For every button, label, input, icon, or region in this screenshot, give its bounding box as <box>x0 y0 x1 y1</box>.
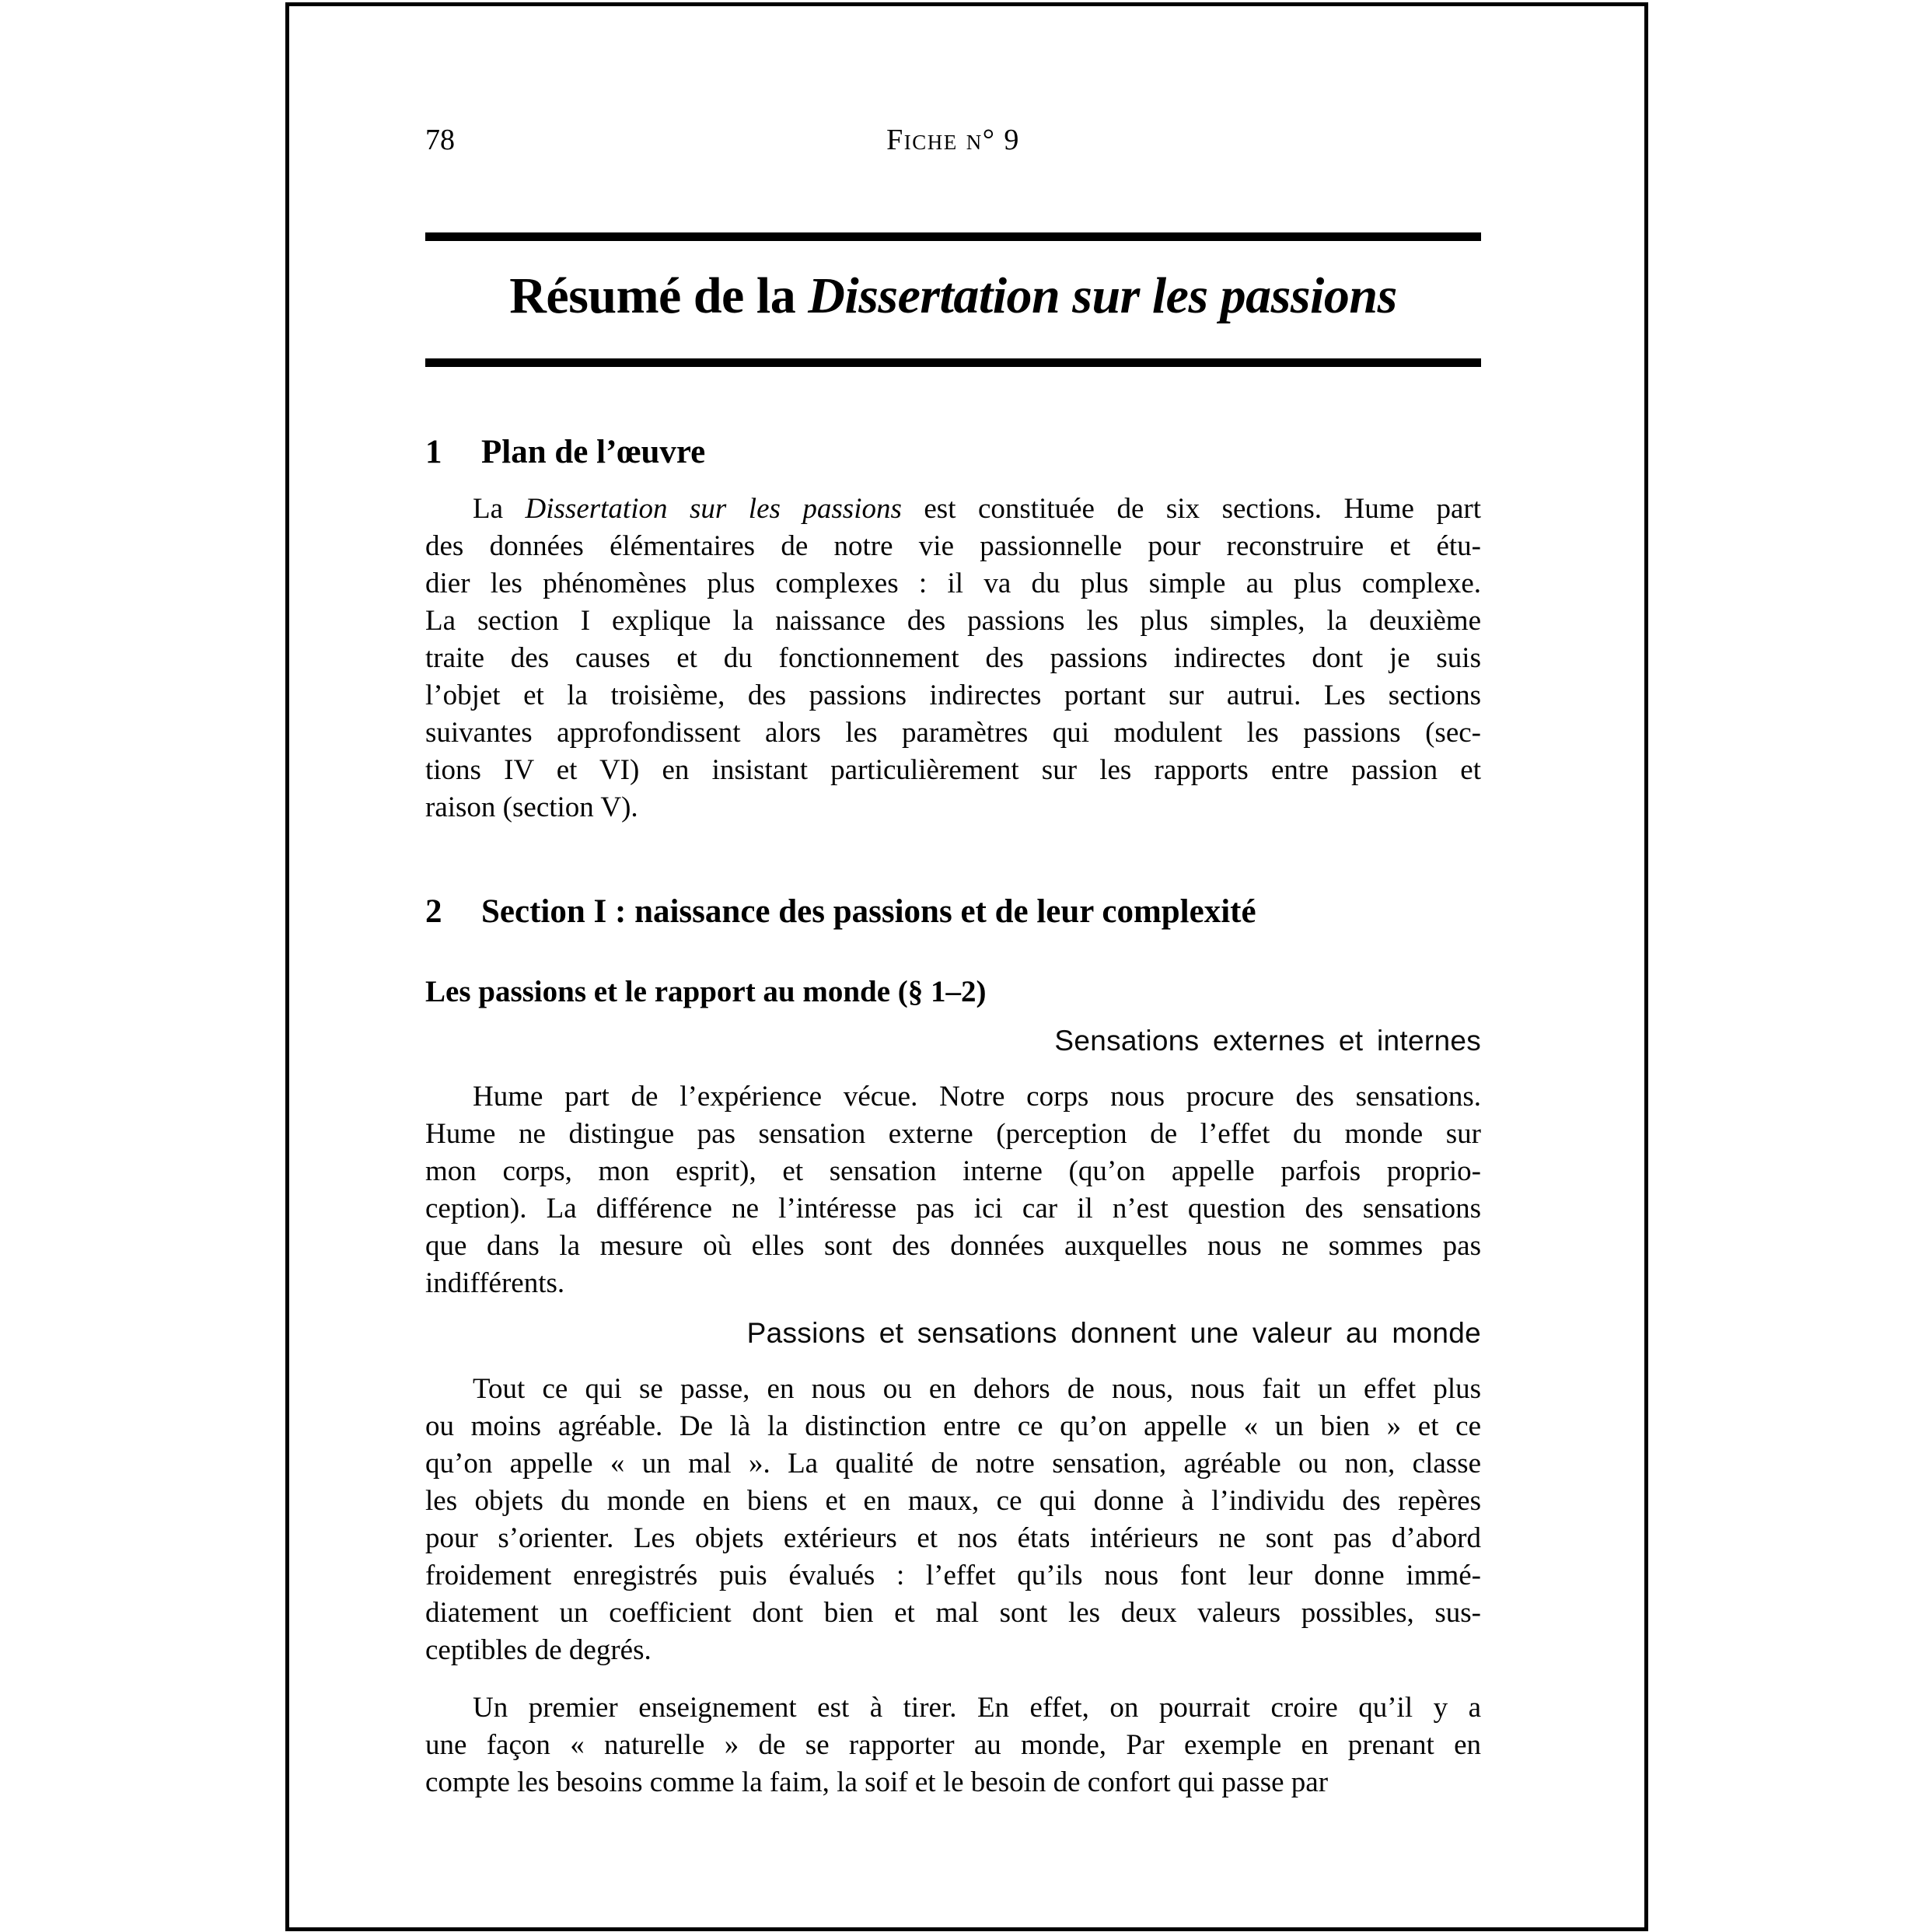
section-2-number: 2 <box>425 893 442 931</box>
text-line: compte les besoins comme la faim, la soif et le besoin de confort qui passe par <box>425 1766 1329 1799</box>
subsection-heading: Les passions et le rapport au monde (§ 1–2) <box>425 975 987 1009</box>
paragraph-plan <box>425 491 1481 826</box>
section-2-title: Section I : naissance des passions et de leur complexité <box>481 893 1256 931</box>
text-line: l’objet et la troisième, des passions indirectes portant sur autrui. Les sections <box>425 680 1481 712</box>
italic-text-segment: Dissertation sur les passions <box>525 493 902 526</box>
text-line: ception). La différence ne l’intéresse pas ici car il n’est question des sensations <box>425 1193 1481 1225</box>
title-rule-top <box>425 232 1481 241</box>
text-line: Tout ce qui se passe, en nous ou en dehors de nous, nous fait un effet plus <box>473 1373 1481 1406</box>
text-line: Hume ne distingue pas sensation externe (perception de l’effet du monde sur <box>425 1118 1481 1151</box>
text-line: froidement enregistrés puis évalués : l’effet qu’ils nous font leur donne immé- <box>425 1560 1481 1592</box>
text-line: suivantes approfondissent alors les paramètres qui modulent les passions (sec- <box>425 717 1481 749</box>
chapter-title <box>425 269 1481 323</box>
text-line: les objets du monde en biens et en maux, ce qui donne à l’individu des repères <box>425 1485 1481 1518</box>
section-1-title: Plan de l’œuvre <box>481 434 706 471</box>
text-line: une façon « naturelle » de se rapporter au monde, Par exemple en prenant en <box>425 1729 1481 1762</box>
text-line: pour s’orienter. Les objets extérieurs et nos états intérieurs ne sont pas d’abord <box>425 1522 1481 1555</box>
text-line <box>425 491 1481 528</box>
page-frame <box>285 2 1648 1931</box>
chapter-title-italic: Dissertation sur les passions <box>808 267 1397 324</box>
text-line: diatement un coefficient dont bien et mal sont les deux valeurs possibles, sus- <box>425 1597 1481 1630</box>
paragraph-valeur <box>425 1371 1481 1669</box>
text-line: des données élémentaires de notre vie passionnelle pour reconstruire et étu- <box>425 530 1481 563</box>
text-line: raison (section V). <box>425 791 638 824</box>
section-1-number: 1 <box>425 434 442 471</box>
text-block <box>425 6 1481 1801</box>
text-line: qu’on appelle « un mal ». La qualité de notre sensation, agréable ou non, classe <box>425 1448 1481 1480</box>
section-1-heading <box>425 434 1481 470</box>
text-line: dier les phénomènes plus complexes : il va du plus simple au plus complexe. <box>425 568 1481 600</box>
title-rule-bottom <box>425 358 1481 367</box>
text-line: tions IV et VI) en insistant particulièrement sur les rapports entre passion et <box>425 754 1481 787</box>
text-line: traite des causes et du fonctionnement des passions indirectes dont je suis <box>425 642 1481 675</box>
text-line: que dans la mesure où elles sont des données auxquelles nous ne sommes pas <box>425 1230 1481 1263</box>
text-segment: La <box>473 493 526 526</box>
paragraph-enseignement <box>425 1689 1481 1801</box>
text-line: Hume part de l’expérience vécue. Notre corps nous procure des sensations. <box>473 1081 1481 1113</box>
text-segment: est constituée de six sections. Hume part <box>901 493 1481 526</box>
margin-note-sensations: Sensations externes et internes <box>1054 1025 1481 1057</box>
page-header <box>425 121 1481 159</box>
paragraph-sensations <box>425 1078 1481 1302</box>
chapter-title-prefix: Résumé de la <box>509 267 809 324</box>
text-line: La section I explique la naissance des passions les plus simples, la deuxième <box>425 605 1481 638</box>
text-line: Un premier enseignement est à tirer. En effet, on pourrait croire qu’il y a <box>473 1692 1481 1724</box>
page-number: 78 <box>425 124 455 156</box>
text-line: ceptibles de degrés. <box>425 1634 652 1667</box>
margin-note-valeur: Passions et sensations donnent une valeur au monde <box>746 1317 1481 1350</box>
text-line: ou moins agréable. De là la distinction entre ce qu’on appelle « un bien » et ce <box>425 1410 1481 1443</box>
text-line: mon corps, mon esprit), et sensation interne (qu’on appelle parfois proprio- <box>425 1155 1481 1188</box>
section-2-heading <box>425 893 1481 930</box>
running-header: Fiche n° 9 <box>886 124 1020 156</box>
text-line: indifférents. <box>425 1267 565 1300</box>
